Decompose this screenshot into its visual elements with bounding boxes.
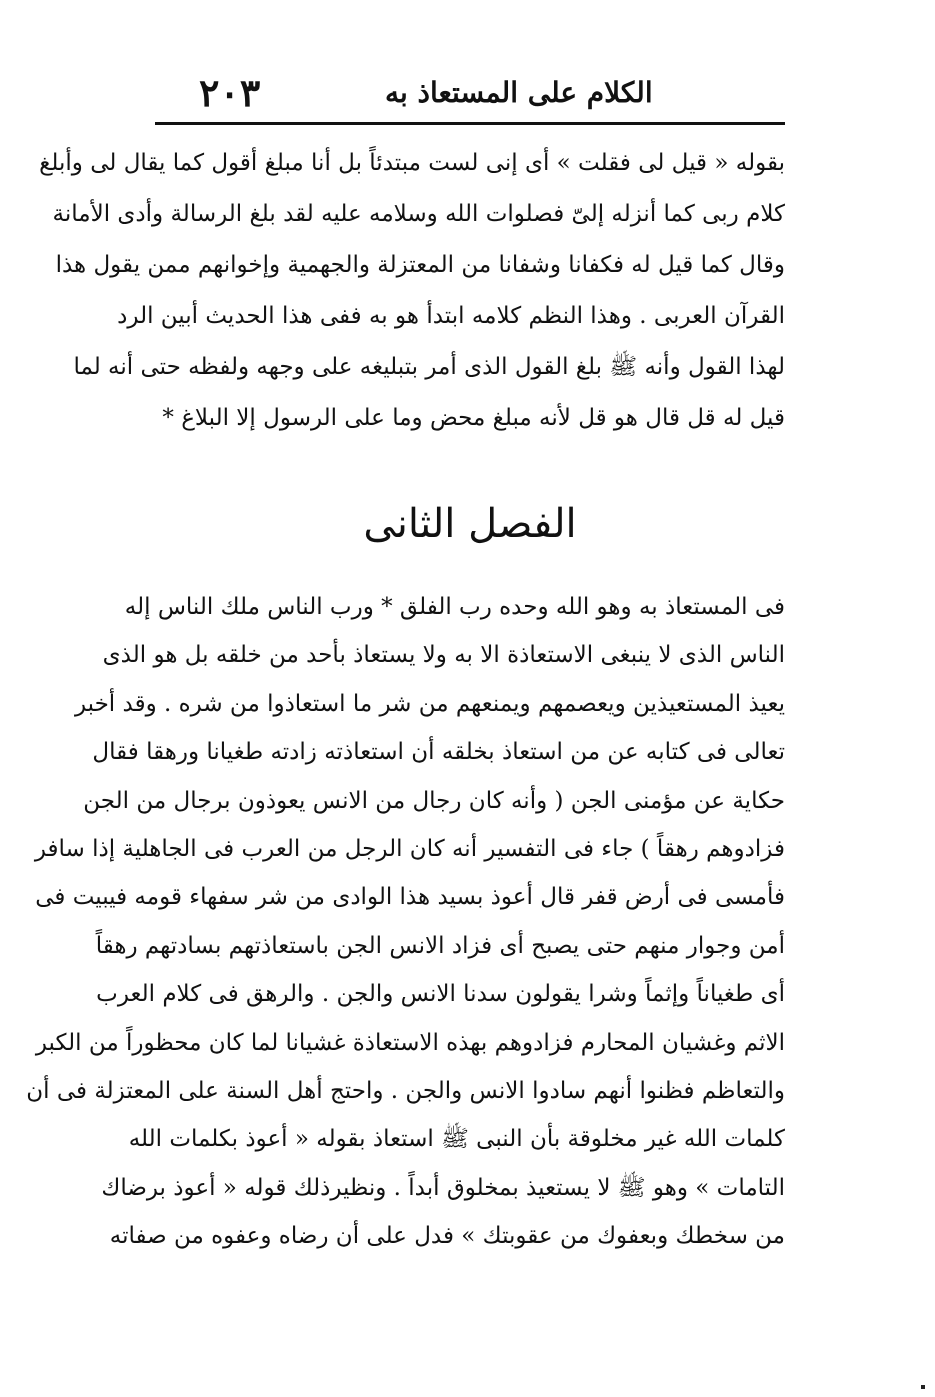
text-line: الاثم وغشيان المحارم فزادوهم بهذه الاستعاذة غشيانا لما كان محظوراً من الكبر — [35, 1029, 785, 1056]
text-line: أى طغياناً وإثماً وشرا يقولون سدنا الانس والجن . والرهق فى كلام العرب — [96, 981, 785, 1008]
text-line: وقال كما قيل له فكفانا وشفانا من المعتزلة والجهمية وإخوانهم ممن يقول هذا — [55, 252, 785, 278]
section-heading: الفصل الثانى — [363, 501, 577, 547]
section-1-text — [39, 138, 785, 444]
text-line: تعالى فى كتابه عن من استعاذ بخلقه أن استعاذته زادته طغيانا ورهقا فقال — [92, 739, 785, 766]
text-line: فأمسى فى أرض قفر قال أعوذ بسيد هذا الوادى من شر سفهاء قومه فيبيت فى — [35, 884, 785, 911]
page-number: ٢٠٣ — [199, 70, 261, 115]
text-line: يعيذ المستعيذين ويعصمهم ويمنعهم من شر ما استعاذوا من شره . وقد أخبر — [74, 690, 785, 717]
section-2-text — [26, 583, 785, 1260]
page-header — [155, 58, 785, 120]
text-line: بقوله « قيل لى فقلت » أى إنى لست مبتدئاً بل أنا مبلغ أقول كما يقال لى وأبلغ — [39, 150, 785, 176]
running-title: الكلام على المستعاذ به — [385, 76, 653, 109]
text-line: فى المستعاذ به وهو الله وحده رب الفلق * ورب الناس ملك الناس إله — [124, 594, 785, 620]
text-line: من سخطك وبعفوك من عقوبتك » فدل على أن رضاه وعفوه من صفاته — [109, 1223, 785, 1250]
text-line: التامات » وهو ﷺ لا يستعيذ بمخلوق أبداً . ونظيرذلك قوله « أعوذ برضاك — [101, 1174, 785, 1201]
text-line: أمن وجوار منهم حتى يصبح أى فزاد الانس الجن باستعاذتهم بسادتهم رهقاً — [95, 932, 785, 959]
text-line: حكاية عن مؤمنى الجن ( وأنه كان رجال من الانس يعوذون برجال من الجن — [83, 787, 785, 814]
text-line: كلام ربى كما أنزله إلىّ فصلوات الله وسلامه عليه لقد بلغ الرسالة وأدى الأمانة — [52, 201, 785, 227]
text-line: القرآن العربى . وهذا النظم كلامه ابتدأ هو به ففى هذا الحديث أبين الرد — [117, 303, 785, 329]
text-line: الناس الذى لا ينبغى الاستعاذة الا به ولا يستعاذ بأحد من خلقه بل هو الذى — [102, 642, 785, 669]
text-line: فزادوهم رهقاً ) جاء فى التفسير أنه كان الرجل من العرب فى الجاهلية إذا سافر — [34, 835, 785, 862]
header-rule — [155, 122, 785, 125]
scan-speck — [921, 1385, 925, 1389]
text-line: لهذا القول وأنه ﷺ بلغ القول الذى أمر بتبليغه على وجهه ولفظه حتى أنه لما — [73, 354, 785, 380]
text-line: قيل له قل قال هو قل لأنه مبلغ محض وما على الرسول إلا البلاغ * — [162, 405, 785, 431]
text-line: كلمات الله غير مخلوقة بأن النبى ﷺ استعاذ بقوله « أعوذ بكلمات الله — [128, 1126, 785, 1153]
text-line: والتعاظم فظنوا أنهم سادوا الانس والجن . واحتج أهل السنة على المعتزلة فى أن — [26, 1077, 785, 1104]
